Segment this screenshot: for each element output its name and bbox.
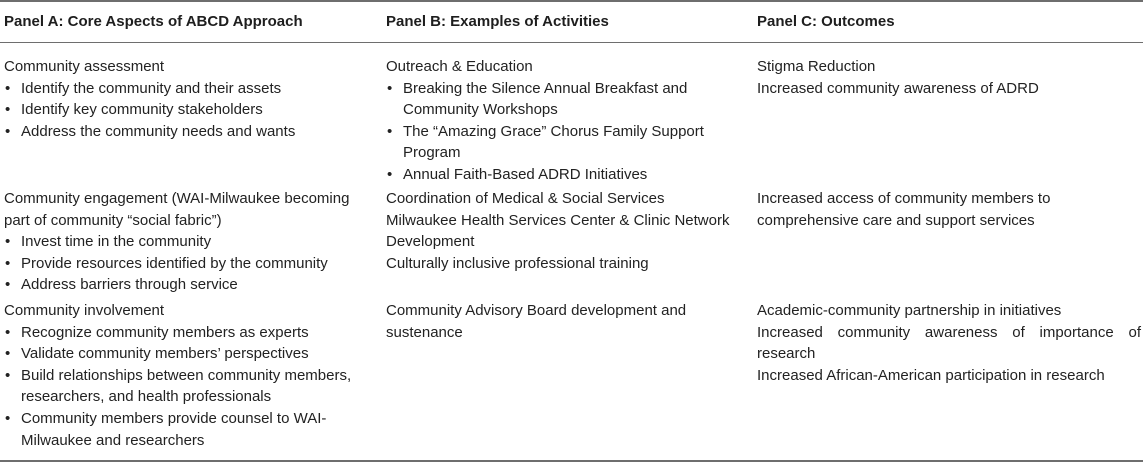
header-panel-a: Panel A: Core Aspects of ABCD Approach [4, 13, 303, 30]
list-item: • Validate community members’ perspectives [4, 343, 369, 365]
row-2-panel-b [386, 188, 736, 274]
row-2-b-line: Coordination of Medical & Social Services [386, 190, 665, 207]
row-1-a-bullets [4, 78, 369, 143]
row-3-c-line: Academic-community partnership in initiatives [757, 302, 1062, 319]
row-3-panel-c [757, 300, 1141, 386]
table-top-rule [0, 0, 1143, 2]
row-1-a-title: Community assessment [4, 58, 165, 75]
row-3-panel-b [386, 300, 736, 343]
row-3-c-line: Increased community awareness of importance of research [757, 323, 1141, 363]
row-2-panel-a [4, 188, 369, 296]
list-item: • Provide resources identified by the community [4, 253, 369, 275]
list-item: • Identify the community and their assets [4, 78, 369, 100]
row-3-b-line: Community Advisory Board development and sustenance [386, 302, 687, 341]
list-item: • Breaking the Silence Annual Breakfast and Community Workshops [386, 78, 736, 121]
row-1-b-title: Outreach & Education [386, 58, 533, 75]
row-1-panel-c [757, 56, 1141, 99]
header-panel-b: Panel B: Examples of Activities [386, 13, 609, 30]
list-item: • Address the community needs and wants [4, 121, 369, 143]
list-item: • The “Amazing Grace” Chorus Family Support Program [386, 121, 736, 164]
row-2-a-bullets [4, 231, 369, 296]
list-item: • Address barriers through service [4, 274, 369, 296]
list-item: • Identify key community stakeholders [4, 99, 369, 121]
row-1-c-line: Increased community awareness of ADRD [757, 79, 1039, 97]
row-2-b-line: Milwaukee Health Services Center & Clinic Network Development [386, 211, 730, 251]
header-panel-c: Panel C: Outcomes [757, 13, 895, 30]
list-item: • Recognize community members as experts [4, 322, 369, 344]
table-bottom-rule [0, 460, 1143, 462]
row-2-a-title: Community engagement (WAI-Milwaukee becoming part of community “social fabric”) [4, 190, 350, 229]
row-1-c-line: Stigma Reduction [757, 58, 876, 75]
row-3-a-bullets [4, 322, 369, 452]
row-2-panel-c [757, 188, 1141, 231]
row-1-panel-b [386, 56, 736, 186]
header-rule [0, 42, 1143, 43]
list-item: • Build relationships between community members, researchers, and health professionals [4, 365, 369, 408]
row-2-b-line: Culturally inclusive professional training [386, 254, 649, 272]
row-3-c-line: Increased African-American participation in research [757, 366, 1105, 384]
row-1-panel-a [4, 56, 369, 142]
row-1-b-bullets [386, 78, 736, 186]
row-3-panel-a [4, 300, 369, 451]
row-2-c-line: Increased access of community members to comprehensive care and support services [757, 190, 1051, 229]
row-3-a-title: Community involvement [4, 302, 165, 319]
list-item: • Annual Faith-Based ADRD Initiatives [386, 164, 736, 186]
list-item: • Invest time in the community [4, 231, 369, 253]
list-item: • Community members provide counsel to WAI-Milwaukee and researchers [4, 408, 369, 451]
